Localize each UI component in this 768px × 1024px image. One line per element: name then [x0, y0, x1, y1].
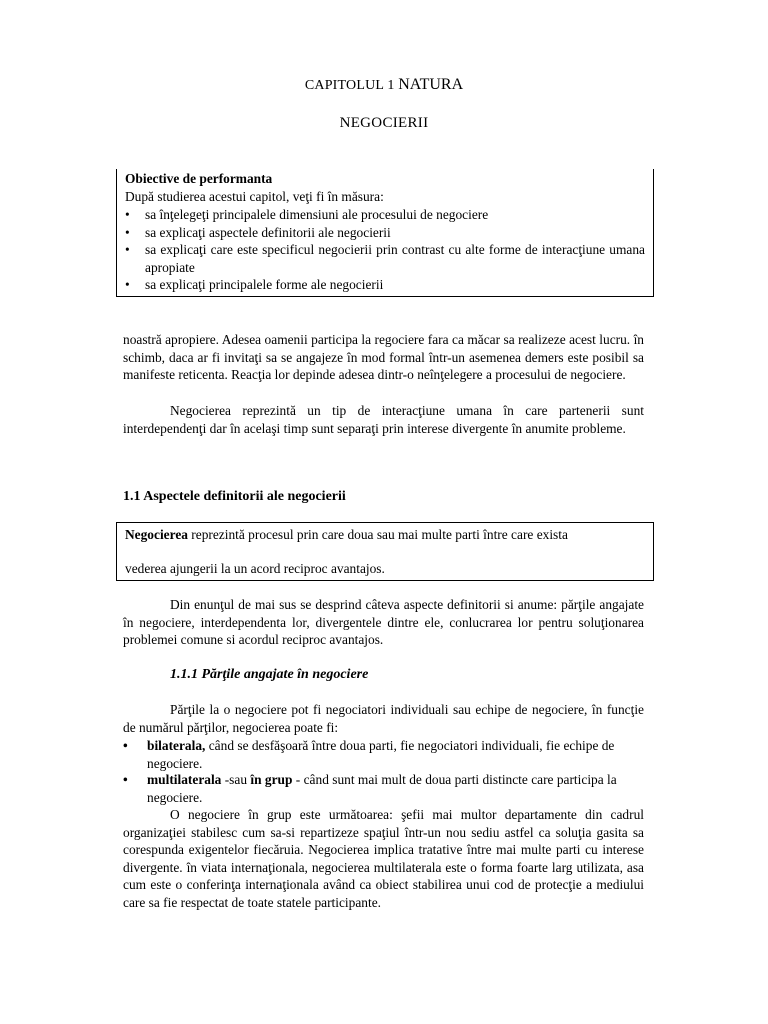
list-item-bilateral [123, 737, 644, 772]
bullet-icon: • [125, 277, 130, 293]
objective-text: sa înţelegeţi principalele dimensiuni ale procesului de negociere [145, 207, 489, 222]
chapter-title-prefix: CAPITOLUL 1 [304, 78, 399, 93]
objective-text: sa explicaţi care este specificul negocierii prin contrast cu alte forme de interacţiune umana apropiate [145, 242, 645, 275]
negotiation-type-list-2 [123, 771, 644, 806]
section-1-1-1-closing: O negociere în grup este următoarea: şefii mai multor departamente din cadrul organizaţiei stabilesc cum sa-si repartizeze spaţiul într-un nou sediu astfel ca soluţia gasita sa corespunda exigentelor fiecăruia. Negocierea implica tratative între mai multe parti cu interese divergente. în viata internaţionala, negocierea multilaterala este o forma foarte larg utilizata, asa cum este o conferinţa internaţionala având ca obiect stabilirea unui cod de protecţie a mediului care sa fie respectat de toate statele participante. [123, 807, 644, 910]
definition-box [116, 522, 654, 581]
objectives-heading: Obiective de performanta [125, 171, 273, 186]
intro-paragraph-2: Negocierea reprezintă un tip de interacţiune umana în care partenerii sunt interdependenţi dar în acelaşi timp sunt separaţi prin interese divergente în anumite probleme. [123, 403, 644, 436]
section-1-1-1-paragraph: Părţile la o negociere pot fi negociatori individuali sau echipe de negociere, în funcţie de numărul părţilor, negocierea poate fi: [123, 702, 644, 735]
negotiation-type-list [123, 737, 644, 772]
objectives-list [125, 206, 645, 294]
term-group: în grup [250, 772, 293, 787]
chapter-title-line2: NEGOCIERII [339, 115, 429, 131]
objective-text: sa explicaţi principalele forme ale negocierii [145, 277, 384, 293]
objectives-intro: După studierea acestui capitol, veţi fi în măsura: [125, 189, 384, 204]
bilateral-text: când se desfăşoară între doua parti, fie negociatori individuali, fie echipe de negociere. [147, 738, 615, 771]
bullet-icon: • [123, 738, 128, 753]
objective-text: sa explicaţi aspectele definitorii ale negocierii [145, 224, 391, 240]
section-1-1-heading: 1.1 Aspectele definitorii ale negocierii [123, 489, 346, 504]
definition-line-1 [125, 526, 645, 544]
definition-text-1: reprezintă procesul prin care doua sau mai multe parti între care exista [187, 527, 568, 542]
chapter-title-main: NATURA [398, 76, 464, 93]
objective-item [125, 241, 645, 276]
objective-item [125, 206, 645, 224]
multilateral-text-a: -sau [221, 772, 251, 787]
chapter-title-line1 [0, 76, 768, 95]
section-1-1-1-heading: 1.1.1 Părţile angajate în negociere [170, 667, 369, 682]
definition-term: Negocierea [125, 527, 188, 542]
definition-line-2: vederea ajungerii la un acord reciproc avantajos. [125, 561, 385, 576]
multilateral-text-b: - când sunt mai mult de doua parti distincte care participa la negociere. [147, 772, 617, 805]
section-1-1-paragraph: Din enunţul de mai sus se desprind câteva aspecte definitorii si anume: părţile angajate în negociere, interdependenta lor, divergentele dintre ele, conlucrarea lor pentru soluţionarea problemei comune si acordul reciproc avantajos. [123, 597, 644, 648]
intro-paragraph-1: noastră apropiere. Adesea oamenii participa la regociere fara ca măcar sa realizeze acest lucru. în schimb, daca ar fi invitaţi sa se angajeze în mod formal într-un asemenea demers este posibil sa manifeste reticenta. Reacţia lor depinde adesea dintr-o neînţelegere a procesului de negociere. [123, 332, 644, 383]
objectives-box [116, 169, 654, 297]
list-item-multilateral [123, 771, 644, 806]
bullet-icon: • [125, 242, 130, 258]
bullet-icon: • [125, 224, 130, 240]
bullet-icon: • [125, 207, 130, 222]
objective-item [125, 276, 645, 294]
bullet-icon: • [123, 772, 128, 787]
term-multilateral: multilaterala [147, 772, 222, 787]
term-bilateral: bilaterala, [147, 738, 206, 753]
objective-item [125, 224, 645, 242]
